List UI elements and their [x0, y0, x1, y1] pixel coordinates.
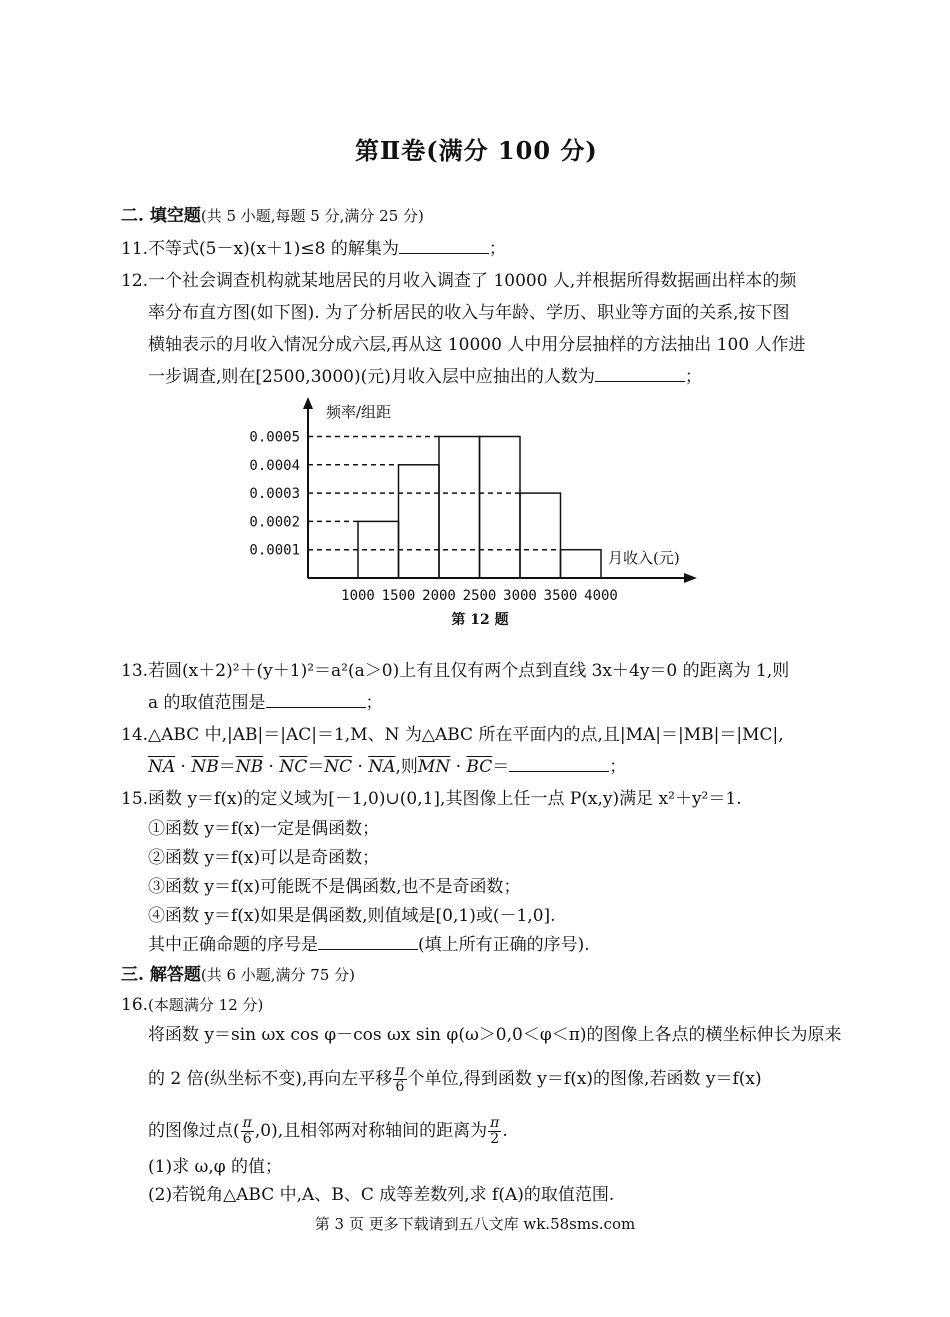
q11-text: 不等式(5－x)(x＋1)≤8 的解集为 — [148, 239, 399, 259]
vector-MN: $\overline{MN}$ — [417, 757, 451, 777]
page-title: 第Ⅱ卷(满分 100 分) — [355, 136, 598, 165]
q13-answer-blank — [266, 693, 366, 708]
y-axis-arrow — [303, 397, 313, 409]
y-tick-label: 0.0004 — [249, 457, 300, 474]
histogram-bar — [520, 493, 561, 578]
q16-line3-start: 的图像过点( — [148, 1121, 240, 1141]
question-12-line4 — [148, 366, 702, 388]
q14-answer-blank — [509, 757, 609, 772]
q15-option-2: ②函数 y＝f(x)可以是奇函数； — [148, 848, 380, 868]
q12-line3: 横轴表示的月收入情况分成六层,再从这 10000 人中用分层抽样的方法抽出 100 人作进 — [148, 335, 806, 355]
vector-NB-2: $\overline{NB}$ — [235, 757, 264, 777]
x-tick-label: 4000 — [584, 588, 618, 604]
q15-answer-blank — [318, 935, 418, 950]
section-3-note: (共 6 小题,满分 75 分) — [200, 966, 356, 984]
q16-line3-end: . — [502, 1121, 508, 1141]
q13-end: ； — [365, 693, 383, 713]
histogram-bar — [561, 550, 602, 578]
q14-end: ； — [609, 757, 627, 777]
section-3-header — [121, 964, 355, 986]
fraction-numerator: π — [490, 1115, 500, 1131]
fraction-denominator: 6 — [395, 1079, 405, 1095]
histogram-chart — [0, 395, 950, 635]
q14-line1: △ABC 中,|AB|＝|AC|＝1,M、N 为△ABC 所在平面内的点,且|MA|＝|MB|＝|MC|, — [148, 725, 784, 745]
question-14 — [121, 724, 784, 746]
q15-ask-text: 其中正确命题的序号是 — [148, 935, 318, 955]
q13-line1: 若圆(x＋2)²＋(y＋1)²＝a²(a＞0)上有且仅有两个点到直线 3x＋4y＝0 的距离为 1,则 — [148, 661, 790, 681]
q13-number: 13. — [121, 661, 149, 681]
q11-number: 11. — [121, 239, 149, 259]
q16-line2-start: 的 2 倍(纵坐标不变),再向左平移 — [148, 1069, 393, 1089]
q13-line2: a 的取值范围是 — [148, 693, 266, 713]
y-tick-label: 0.0001 — [249, 542, 300, 559]
y-tick-label: 0.0002 — [249, 514, 300, 531]
question-16 — [121, 994, 263, 1016]
q12-number: 12. — [121, 271, 149, 291]
q16-line2-end: 个单位,得到函数 y＝f(x)的图像,若函数 y＝f(x) — [407, 1069, 762, 1089]
vector-BC: $\overline{BC}$ — [466, 757, 493, 777]
q14-then: ,则 — [395, 757, 418, 777]
x-axis-label: 月收入(元) — [608, 549, 680, 567]
q16-score: (本题满分 12 分) — [148, 996, 264, 1014]
dot-op: · — [263, 757, 280, 777]
q16-sub2: (2)若锐角△ABC 中,A、B、C 成等差数列,求 f(A)的取值范围. — [148, 1185, 615, 1205]
question-13-line2 — [148, 692, 383, 714]
q12-line2: 率分布直方图(如下图). 为了分析居民的收入与年龄、学历、职业等方面的关系,按下图 — [148, 303, 790, 323]
fraction-denominator: 2 — [490, 1131, 500, 1147]
x-tick-label: 3500 — [543, 588, 578, 604]
q16-line3-mid: ,0),且相邻两对称轴间的距离为 — [254, 1121, 488, 1141]
q15-ask-end: (填上所有正确的序号). — [418, 935, 590, 955]
q16-line2 — [148, 1064, 762, 1095]
q11-answer-blank — [399, 239, 489, 254]
q12-answer-blank — [595, 367, 685, 382]
q16-line3 — [148, 1116, 508, 1147]
equals: ＝ — [218, 757, 236, 777]
vector-NA-2: $\overline{NA}$ — [368, 757, 396, 777]
y-axis-label: 频率/组距 — [326, 403, 392, 421]
q12-line1: 一个社会调查机构就某地居民的月收入调查了 10000 人,并根据所得数据画出样本的频 — [148, 271, 797, 291]
histogram-bar — [480, 437, 521, 579]
fraction-numerator: π — [242, 1115, 252, 1131]
q11-end: ； — [488, 239, 506, 259]
question-13 — [121, 660, 789, 682]
dot-op: · — [352, 757, 369, 777]
x-tick-label: 3000 — [503, 588, 537, 604]
x-axis-arrow — [684, 573, 697, 583]
x-tick-label: 2500 — [462, 588, 497, 604]
q16-sub1: (1)求 ω,φ 的值； — [148, 1157, 283, 1177]
fraction-pi-over-6 — [393, 1064, 406, 1095]
dot-op: · — [175, 757, 192, 777]
dot-op: · — [450, 757, 467, 777]
x-tick-label: 1500 — [381, 588, 416, 604]
question-14-line2 — [148, 756, 626, 778]
section-2-note: (共 5 小题,每题 5 分,满分 25 分) — [200, 207, 424, 225]
equals: ＝ — [307, 757, 325, 777]
question-15 — [121, 788, 742, 810]
section-2-heading: 二. 填空题 — [121, 206, 201, 226]
page-footer: 第 3 页 更多下载请到五八文库 wk.58sms.com — [314, 1215, 636, 1233]
equals: ＝ — [492, 757, 510, 777]
fraction-numerator: π — [395, 1063, 405, 1079]
q16-line1: 将函数 y＝sin ωx cos φ－cos ωx sin φ(ω＞0,0＜φ＜π)的图像上各点的横坐标伸长为原来 — [148, 1025, 842, 1045]
x-tick-label: 2000 — [422, 588, 456, 604]
question-11 — [121, 238, 506, 260]
vector-NC: $\overline{NC}$ — [279, 757, 308, 777]
q15-option-4: ④函数 y＝f(x)如果是偶函数,则值域是[0,1)或(－1,0]. — [148, 906, 556, 926]
fraction-denominator: 6 — [242, 1131, 252, 1147]
y-tick-label: 0.0003 — [249, 486, 300, 503]
q12-end: ； — [684, 367, 702, 387]
q15-option-3: ③函数 y＝f(x)可能既不是偶函数,也不是奇函数； — [148, 877, 521, 897]
section-3-heading: 三. 解答题 — [121, 965, 201, 985]
section-2-header — [121, 205, 424, 227]
q15-line1: 函数 y＝f(x)的定义域为[－1,0)∪(0,1],其图像上任一点 P(x,y)满足 x²＋y²＝1. — [148, 789, 742, 809]
q15-option-1: ①函数 y＝f(x)一定是偶函数； — [148, 819, 380, 839]
question-12-line1 — [121, 270, 796, 292]
vector-NC-2: $\overline{NC}$ — [324, 757, 353, 777]
q15-ask — [148, 934, 590, 956]
fraction-pi-over-2 — [488, 1116, 501, 1147]
fraction-pi-over-6-2 — [241, 1116, 254, 1147]
histogram-bar — [399, 465, 440, 578]
vector-NA: $\overline{NA}$ — [148, 757, 176, 777]
q16-number: 16. — [121, 995, 149, 1015]
x-tick-label: 1000 — [341, 588, 375, 604]
q12-line4: 一步调查,则在[2500,3000)(元)月收入层中应抽出的人数为 — [148, 367, 595, 387]
y-tick-label: 0.0005 — [249, 429, 300, 446]
histogram-bar — [439, 437, 480, 579]
chart-caption: 第 12 题 — [451, 612, 509, 628]
q14-number: 14. — [121, 725, 149, 745]
q15-number: 15. — [121, 789, 149, 809]
vector-NB: $\overline{NB}$ — [191, 757, 219, 777]
